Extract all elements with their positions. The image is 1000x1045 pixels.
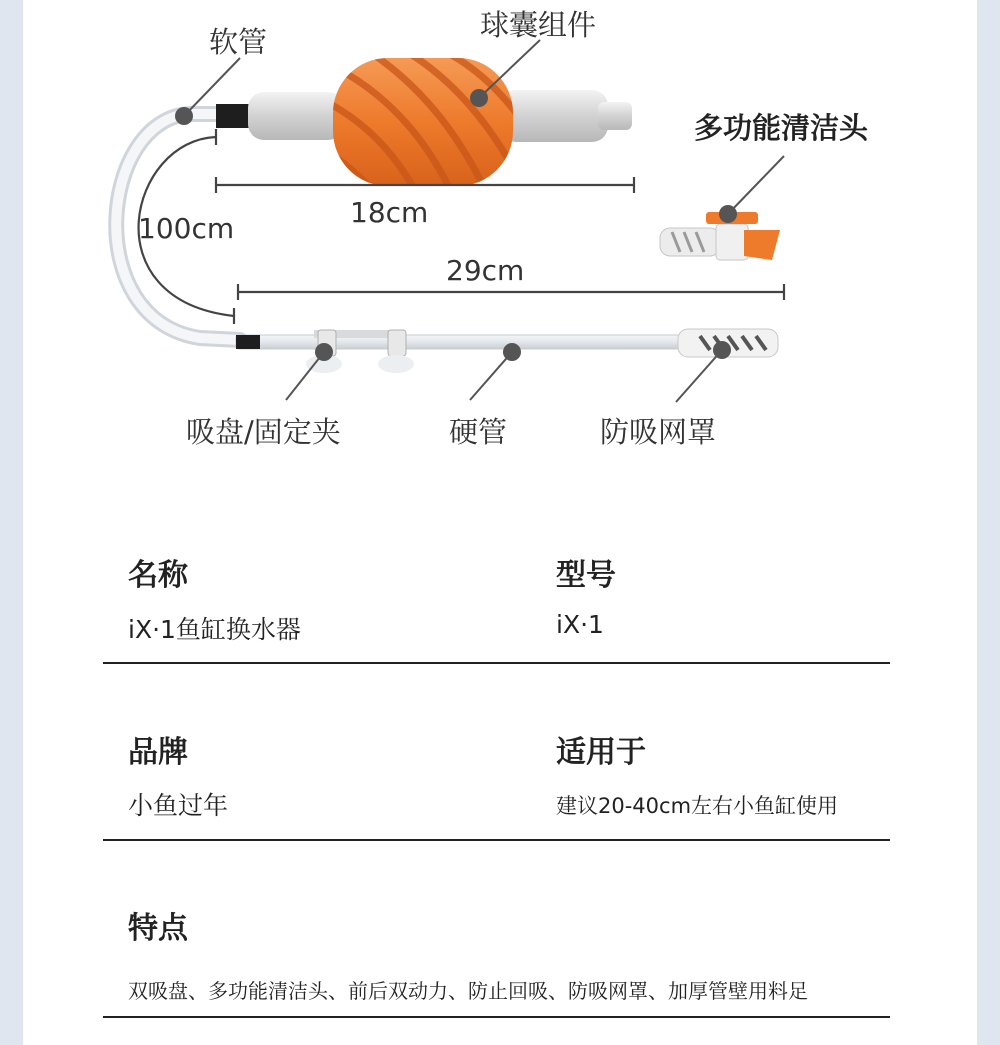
cleaning-head	[660, 212, 780, 260]
spec-brand-label: 品牌	[128, 735, 188, 770]
label-hose: 软管	[209, 25, 268, 59]
spec-features-value: 双吸盘、多功能清洁头、前后双动力、防止回吸、防吸网罩、加厚管壁用料足	[128, 979, 808, 1003]
dimension-tube-length: 29cm	[446, 254, 525, 287]
product-diagram	[0, 0, 1000, 470]
bulb-assembly	[216, 40, 632, 200]
spec-features-label: 特点	[128, 911, 188, 946]
label-bulb: 球囊组件	[480, 8, 597, 42]
spec-fit-label: 适用于	[556, 735, 646, 770]
dimension-bulb-length: 18cm	[350, 196, 429, 229]
label-hard-tube: 硬管	[449, 415, 508, 449]
label-cleaning-head: 多功能清洁头	[694, 111, 869, 145]
dimension-hose-length: 100cm	[138, 212, 235, 245]
label-guard-mesh: 防吸网罩	[600, 415, 717, 449]
spec-name-label: 名称	[128, 558, 188, 593]
label-suction-clip: 吸盘/固定夹	[186, 415, 341, 449]
spec-model-label: 型号	[556, 558, 616, 593]
spec-brand-value: 小鱼过年	[128, 791, 229, 820]
spec-name-value: iX·1鱼缸换水器	[128, 615, 301, 644]
spec-fit-value: 建议20-40cm左右小鱼缸使用	[556, 794, 839, 818]
spec-model-value: iX·1	[556, 610, 604, 639]
hard-tube	[236, 335, 686, 349]
